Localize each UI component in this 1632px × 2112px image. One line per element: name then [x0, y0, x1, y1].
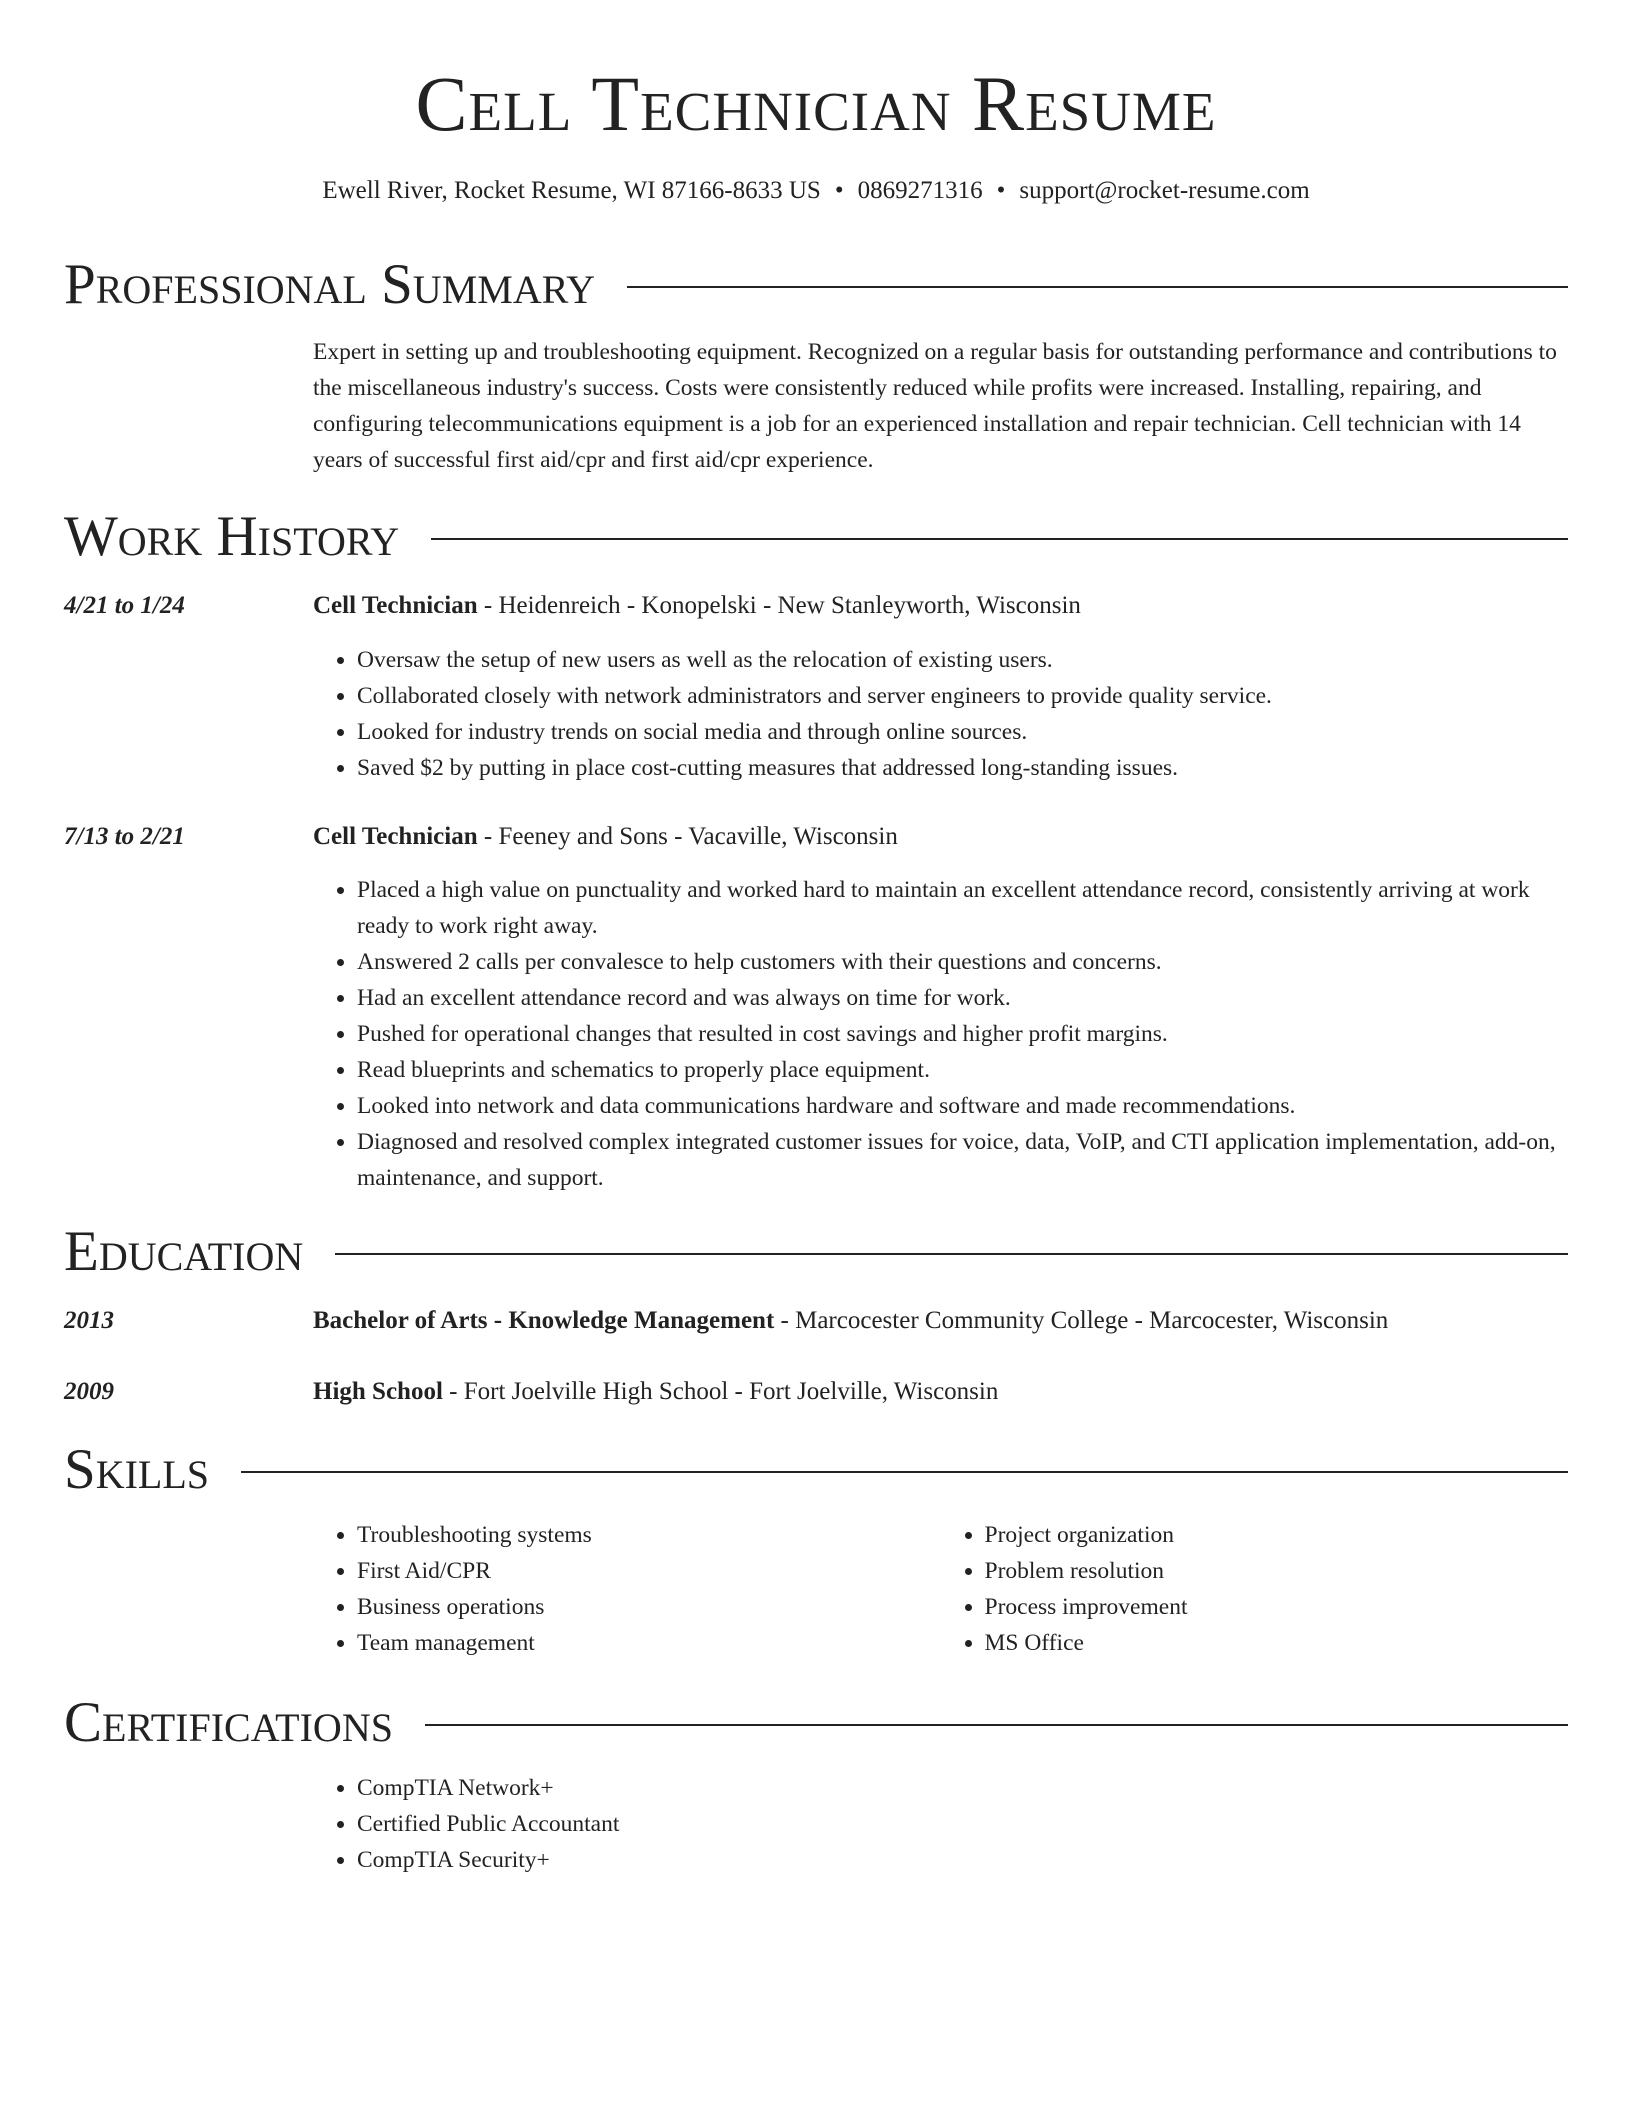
education-year: 2009	[64, 1378, 114, 1405]
skills-list	[313, 1517, 1568, 1661]
job-bullets	[313, 642, 1568, 786]
section-divider	[627, 286, 1568, 288]
section-title-work: Work History	[64, 505, 400, 568]
skill-item: • Project organization	[985, 1517, 1569, 1553]
section-header-certifications	[64, 1688, 1568, 1758]
section-divider	[335, 1253, 1568, 1255]
contact-line	[0, 174, 1632, 208]
list-item: • Read blueprints and schematics to properly place equipment.	[357, 1052, 1568, 1088]
section-header-work	[64, 502, 1568, 572]
job-title: Cell Technician	[313, 823, 478, 850]
education-degree: Bachelor of Arts - Knowledge Management	[313, 1307, 775, 1334]
list-item: • Placed a high value on punctuality and worked hard to maintain an excellent attendance record, consistently arriving at work ready to work right away.	[357, 872, 1568, 944]
list-item: • Had an excellent attendance record and was always on time for work.	[357, 980, 1568, 1016]
certification-item: • CompTIA Security+	[357, 1842, 1568, 1878]
certification-item: • CompTIA Network+	[357, 1770, 1568, 1806]
certifications-list	[313, 1770, 1568, 1878]
section-divider	[431, 538, 1568, 540]
skill-item: • Business operations	[357, 1589, 941, 1625]
job-title: Cell Technician	[313, 592, 478, 619]
list-item: • Looked into network and data communications hardware and software and made recommendations.	[357, 1088, 1568, 1124]
list-item: • Saved $2 by putting in place cost-cutting measures that addressed long-standing issues.	[357, 750, 1568, 786]
list-item: • Collaborated closely with network administrators and server engineers to provide quality service.	[357, 678, 1568, 714]
education-details: - Fort Joelville High School - Fort Joelville, Wisconsin	[442, 1378, 999, 1405]
contact-separator: •	[996, 177, 1006, 204]
education-details: - Marcocester Community College - Marcocester, Wisconsin	[774, 1307, 1389, 1334]
contact-separator: •	[834, 177, 844, 204]
job-dates: 4/21 to 1/24	[64, 592, 185, 619]
contact-address: Ewell River, Rocket Resume, WI 87166-8633 US	[322, 177, 821, 204]
skill-item: • First Aid/CPR	[357, 1553, 941, 1589]
list-item: • Looked for industry trends on social media and through online sources.	[357, 714, 1568, 750]
certification-item: • Certified Public Accountant	[357, 1806, 1568, 1842]
job-bullets	[313, 872, 1568, 1196]
list-item: • Diagnosed and resolved complex integrated customer issues for voice, data, VoIP, and CTI application implementation, add-on, maintenance, and support.	[357, 1124, 1568, 1196]
contact-email: support@rocket-resume.com	[1019, 177, 1310, 204]
section-header-summary	[64, 250, 1568, 320]
list-item: • Oversaw the setup of new users as well as the relocation of existing users.	[357, 642, 1568, 678]
education-heading	[313, 1303, 1568, 1339]
section-title-summary: Professional Summary	[64, 253, 596, 316]
summary-text: Expert in setting up and troubleshooting equipment. Recognized on a regular basis for outstanding performance and contributions to the miscellaneous industry's success. Costs were consistently reduced while profits were increased. Installing, repairing, and configuring telecommunications equipment is a job for an experienced installation and repair technician. Cell technician with 14 years of successful first aid/cpr and first aid/cpr experience.	[313, 339, 1557, 473]
skill-item: • Team management	[357, 1625, 941, 1661]
education-heading	[313, 1374, 1568, 1410]
skill-item: • Troubleshooting systems	[357, 1517, 941, 1553]
education-year: 2013	[64, 1307, 114, 1334]
resume-name: Cell Technician Resume	[415, 60, 1217, 147]
section-header-skills	[64, 1435, 1568, 1505]
section-title-skills: Skills	[64, 1438, 210, 1501]
section-divider	[425, 1724, 1568, 1726]
skills-column-left	[313, 1517, 941, 1661]
skill-item: • Problem resolution	[985, 1553, 1569, 1589]
list-item: • Answered 2 calls per convalesce to help customers with their questions and concerns.	[357, 944, 1568, 980]
section-title-certifications: Certifications	[64, 1691, 393, 1754]
skill-item: • Process improvement	[985, 1589, 1569, 1625]
list-item: • Pushed for operational changes that resulted in cost savings and higher profit margins.	[357, 1016, 1568, 1052]
skills-column-right	[941, 1517, 1569, 1661]
job-heading	[313, 819, 1568, 855]
section-divider	[241, 1471, 1568, 1473]
job-details: - Heidenreich - Konopelski - New Stanleyworth, Wisconsin	[477, 592, 1081, 619]
contact-phone: 0869271316	[857, 177, 983, 204]
job-details: - Feeney and Sons - Vacaville, Wisconsin	[477, 823, 898, 850]
section-title-education: Education	[64, 1220, 304, 1283]
education-degree: High School	[313, 1378, 443, 1405]
job-heading	[313, 588, 1568, 624]
section-header-education	[64, 1217, 1568, 1287]
job-dates: 7/13 to 2/21	[64, 823, 185, 850]
skill-item: • MS Office	[985, 1625, 1569, 1661]
